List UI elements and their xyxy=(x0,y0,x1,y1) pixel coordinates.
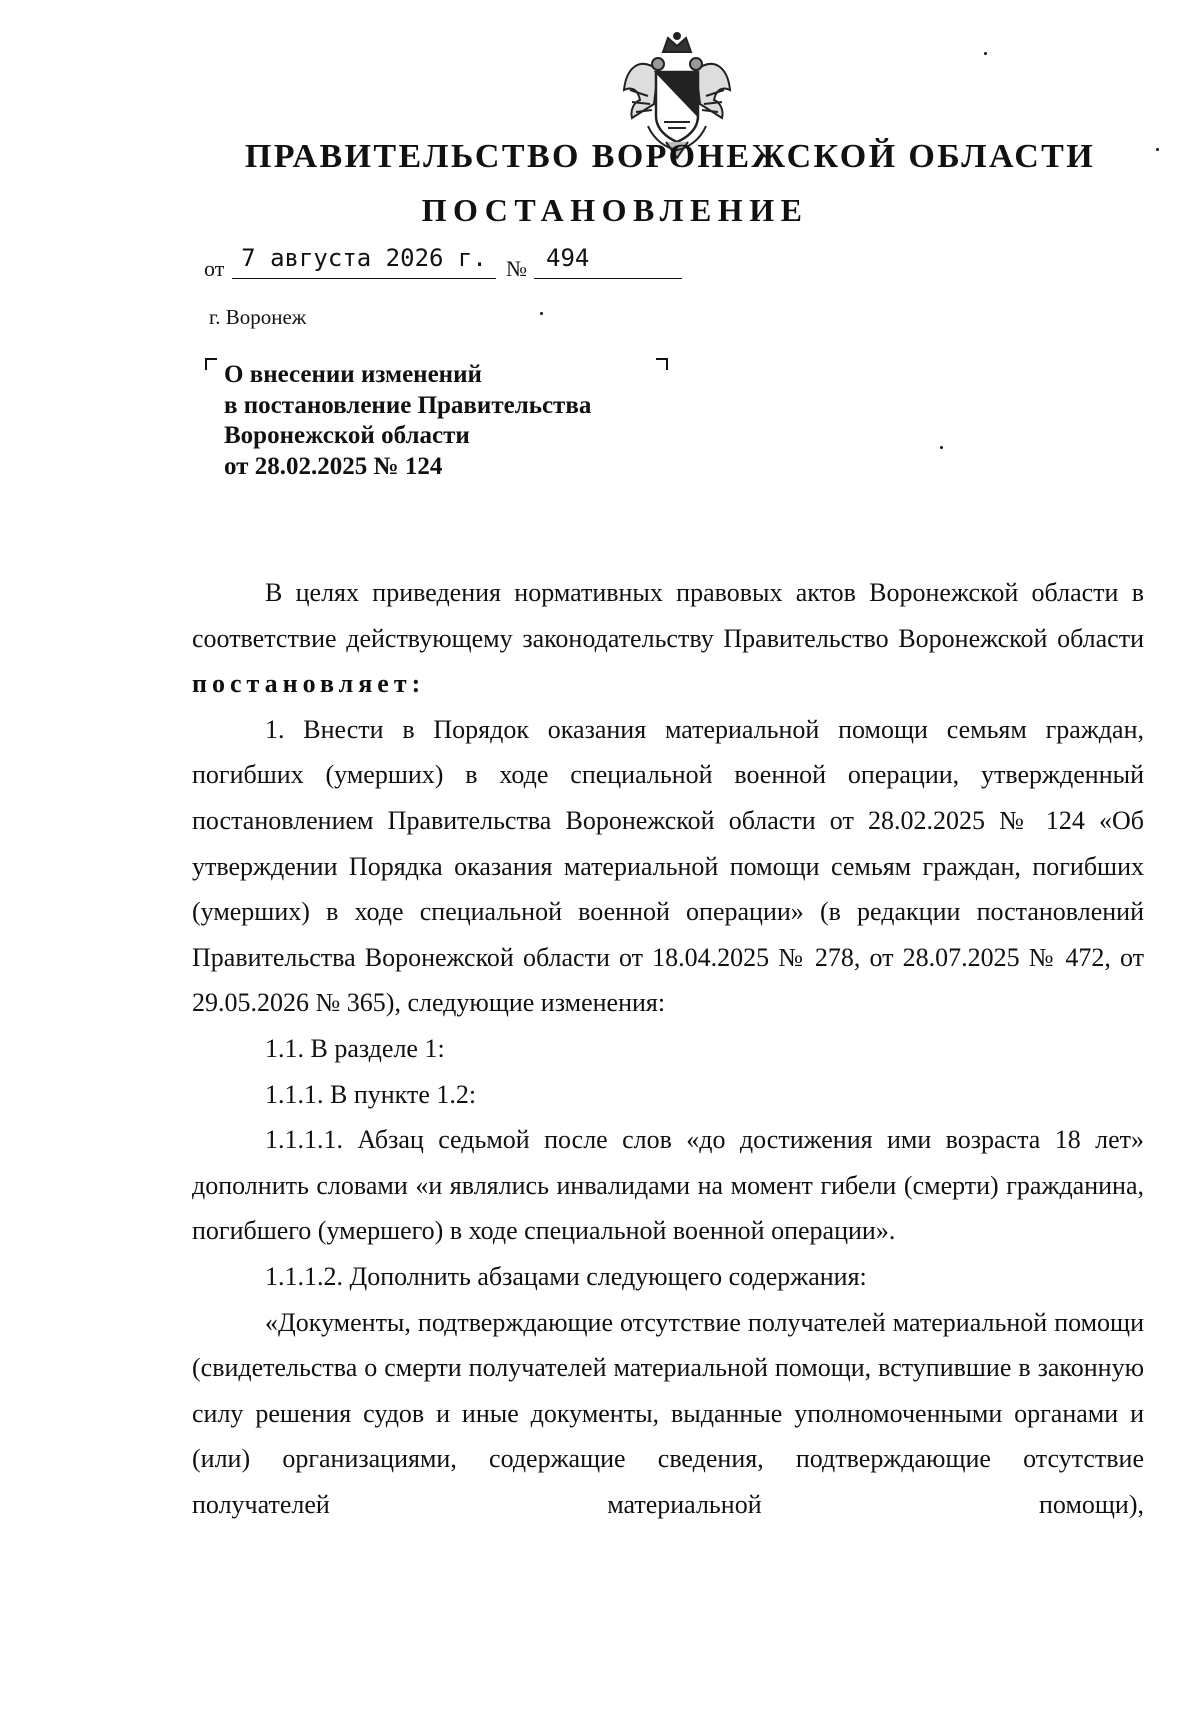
number-field xyxy=(534,244,682,279)
body-paragraph: 1.1.1. В пункте 1.2: xyxy=(265,1079,477,1109)
subject-line: от 28.02.2025 № 124 xyxy=(224,452,443,480)
body-paragraph: 1.1. В разделе 1: xyxy=(265,1033,445,1063)
document-number: 494 xyxy=(546,244,590,272)
date-field xyxy=(232,244,496,279)
scan-speck xyxy=(540,312,543,315)
preamble-text: В целях приведения нормативных правовых актов Воронежской области в соответствие действующему законодательству Правительство Воронежской области xyxy=(192,578,1144,653)
body-paragraph: 1.1.1.1. Абзац седьмой после слов «до достижения ими возраста 18 лет» дополнить словами «и являлись инвалидами на момент гибели (смерти) гражданина, погибшего (умершего) в ходе специальной военной операции». xyxy=(192,1125,1144,1246)
body-paragraph: «Документы, подтверждающие отсутствие получателей материальной помощи (свидетельства о смерти получателей материальной помощи, вступившие в законную силу решения судов и иные документы, выданные уполномоченными органами и (или) организациями, содержащие сведения, подтверждающие отсутствие получателей материальной помощи), xyxy=(192,1307,1144,1519)
subject-line: в постановление Правительства xyxy=(224,391,592,419)
city: г. Воронеж xyxy=(209,305,307,329)
document-body xyxy=(192,570,1144,1527)
body-paragraph: 1. Внести в Порядок оказания материальной помощи семьям граждан, погибших (умерших) в ходе специальной военной операции, утвержденный постановлением Правительства Воронежской области от 28.02.2025 № 124 «Об утверждении Порядка оказания материальной помощи семьям граждан, погибших (умерших) в ходе специальной военной операции» (в редакции постановлений Правительства Воронежской области от 18.04.2025 № 278, от 28.07.2025 № 472, от 29.05.2026 № 365), следующие изменения: xyxy=(192,714,1144,1018)
subject-line: Воронежской области xyxy=(224,422,470,449)
scan-speck xyxy=(940,446,943,449)
body-paragraph: 1.1.1.2. Дополнить абзацами следующего содержания: xyxy=(265,1261,867,1291)
from-label: от xyxy=(204,256,225,281)
subject-line: О внесении изменений xyxy=(224,361,482,388)
resolves-word: постановляет: xyxy=(192,669,426,699)
scan-speck xyxy=(984,52,987,55)
government-title: ПРАВИТЕЛЬСТВО ВОРОНЕЖСКОЙ ОБЛАСТИ xyxy=(244,138,1096,175)
subject-bracket-left xyxy=(205,358,217,370)
preamble-paragraph xyxy=(192,570,1144,707)
subject-heading xyxy=(224,360,744,482)
number-label: № xyxy=(506,256,527,281)
document-type-title: ПОСТАНОВЛЕНИЕ xyxy=(421,192,809,228)
document-date: 7 августа 2026 г. xyxy=(241,244,487,272)
scan-speck xyxy=(1156,148,1159,151)
date-number-line xyxy=(204,244,684,288)
